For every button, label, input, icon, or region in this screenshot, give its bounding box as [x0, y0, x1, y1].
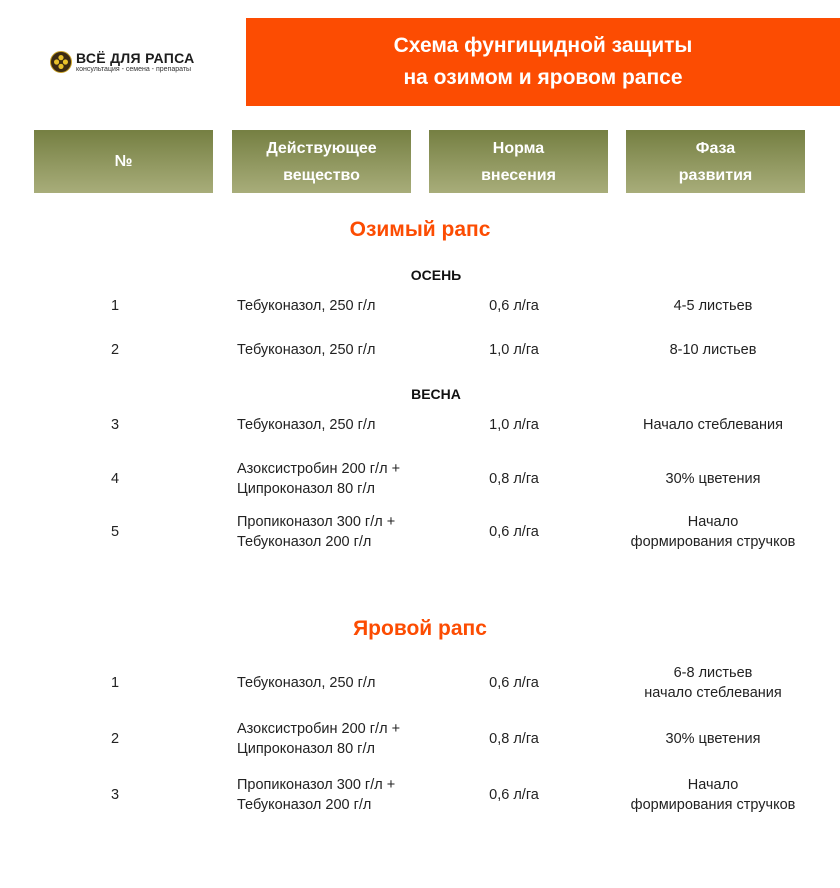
- row-phase-line-1: Начало: [687, 514, 739, 530]
- row-substance: [237, 719, 400, 759]
- row-phase: [613, 415, 813, 435]
- row-substance-line-1: Азоксистробин 200 г/л +: [237, 721, 401, 737]
- column-header-phase-line-2: развития: [678, 166, 753, 184]
- row-substance-line-1: Тебуконазол, 250 г/л: [237, 417, 376, 433]
- row-rate: 0,6 л/га: [489, 524, 539, 540]
- row-substance: [237, 673, 375, 693]
- table-row: [0, 405, 840, 445]
- section-title-winter: Озимый рапс: [349, 218, 491, 241]
- column-header-rate-line-2: внесения: [481, 166, 556, 184]
- column-header-phase: [626, 130, 805, 193]
- column-header-rate-line-1: Норма: [492, 139, 545, 157]
- row-substance-line-1: Пропиконазол 300 г/л +: [237, 777, 396, 793]
- row-rate: 0,6 л/га: [489, 298, 539, 314]
- column-header-number: [34, 130, 213, 193]
- column-header-rate: [429, 130, 608, 193]
- table-row: [0, 770, 840, 820]
- page-title-line-1: Схема фунгицидной защиты: [393, 34, 693, 57]
- row-phase: [613, 663, 813, 703]
- section-title-spring: Яровой рапс: [353, 617, 487, 640]
- row-phase: [613, 296, 813, 316]
- row-substance: [237, 512, 395, 552]
- row-number: 5: [111, 524, 120, 540]
- page-title-line-2: на озимом и яровом рапсе: [403, 66, 683, 89]
- row-substance: [237, 296, 375, 316]
- row-substance-line-2: Ципроконазол 80 г/л: [237, 481, 375, 497]
- table-row: [0, 286, 840, 326]
- row-substance-line-1: Тебуконазол, 250 г/л: [237, 675, 376, 691]
- row-phase: [613, 775, 813, 815]
- row-phase-line-2: начало стеблевания: [644, 685, 782, 701]
- row-substance: [237, 459, 400, 499]
- row-phase: [613, 340, 813, 360]
- table-row: [0, 714, 840, 764]
- row-substance-line-1: Пропиконазол 300 г/л +: [237, 514, 396, 530]
- row-phase: [613, 729, 813, 749]
- column-header-substance: [232, 130, 411, 193]
- row-rate: 1,0 л/га: [489, 342, 539, 358]
- row-number: 2: [111, 342, 120, 358]
- row-substance-line-1: Тебуконазол, 250 г/л: [237, 342, 376, 358]
- row-number: 3: [111, 787, 120, 803]
- row-rate: 0,8 л/га: [489, 731, 539, 747]
- row-number: 2: [111, 731, 120, 747]
- brand-name: ВСЁ ДЛЯ РАПСА: [76, 50, 195, 66]
- row-phase-line-2: формирования стручков: [630, 534, 796, 550]
- row-phase-line-1: Начало: [687, 777, 739, 793]
- column-header-phase-line-1: Фаза: [695, 139, 736, 157]
- row-phase: [613, 512, 813, 552]
- row-phase-line-2: формирования стручков: [630, 797, 796, 813]
- row-substance: [237, 775, 395, 815]
- season-label-autumn: ОСЕНЬ: [410, 267, 462, 283]
- rapeseed-flower-icon: [50, 51, 72, 73]
- column-header-number-label: №: [114, 153, 133, 170]
- column-header-substance-line-2: вещество: [283, 166, 360, 184]
- season-label-spring: ВЕСНА: [411, 386, 461, 402]
- row-phase-line-1: 8-10 листьев: [669, 342, 757, 358]
- row-rate: 0,6 л/га: [489, 675, 539, 691]
- row-phase-line-1: 30% цветения: [665, 471, 761, 487]
- row-number: 1: [111, 675, 120, 691]
- table-row: [0, 454, 840, 504]
- row-phase-line-1: 4-5 листьев: [673, 298, 753, 314]
- row-phase: [613, 469, 813, 489]
- table-row: [0, 507, 840, 557]
- row-substance-line-1: Азоксистробин 200 г/л +: [237, 461, 401, 477]
- row-phase-line-1: Начало стеблевания: [643, 417, 783, 433]
- row-rate: 1,0 л/га: [489, 417, 539, 433]
- row-rate: 0,8 л/га: [489, 471, 539, 487]
- row-phase-line-1: 6-8 листьев: [673, 665, 753, 681]
- row-substance: [237, 415, 375, 435]
- column-header-substance-line-1: Действующее: [266, 139, 377, 157]
- brand-tagline: консультация - семена - препараты: [76, 66, 192, 73]
- row-substance-line-2: Ципроконазол 80 г/л: [237, 741, 375, 757]
- row-number: 3: [111, 417, 120, 433]
- row-substance: [237, 340, 375, 360]
- row-phase-line-1: 30% цветения: [665, 731, 761, 747]
- table-row: [0, 658, 840, 708]
- row-number: 4: [111, 471, 120, 487]
- page-title: [246, 18, 840, 106]
- row-substance-line-1: Тебуконазол, 250 г/л: [237, 298, 376, 314]
- table-row: [0, 330, 840, 370]
- row-substance-line-2: Тебуконазол 200 г/л: [237, 534, 372, 550]
- row-substance-line-2: Тебуконазол 200 г/л: [237, 797, 372, 813]
- row-rate: 0,6 л/га: [489, 787, 539, 803]
- row-number: 1: [111, 298, 120, 314]
